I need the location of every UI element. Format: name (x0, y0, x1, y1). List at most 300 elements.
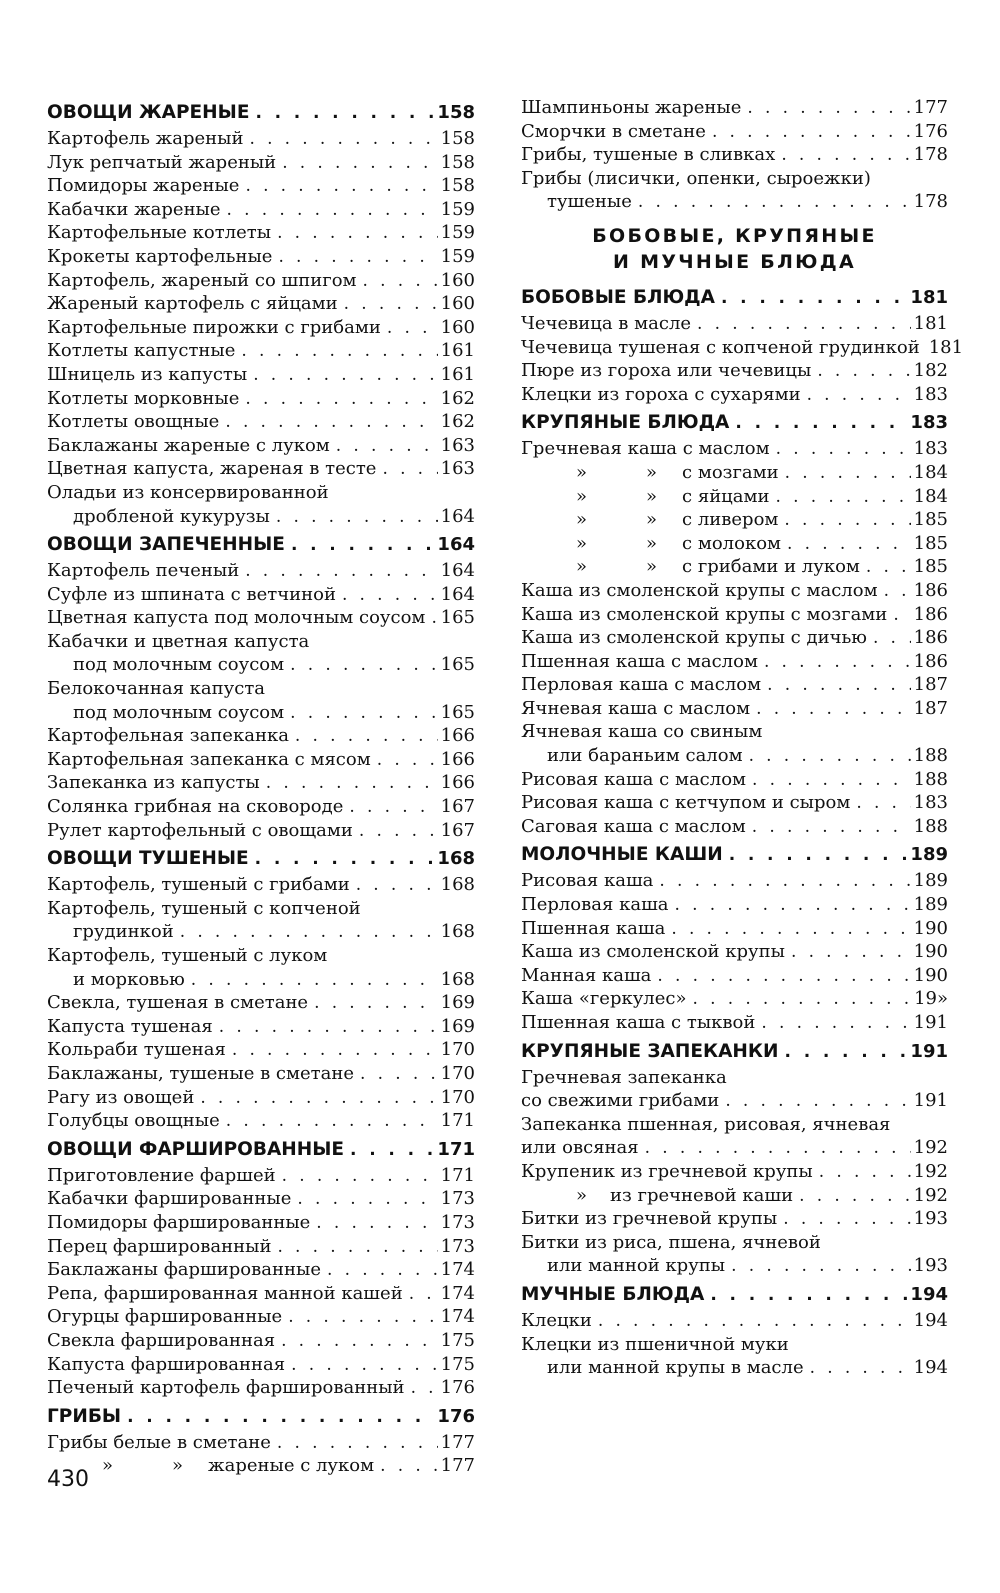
page-ref: 175 (440, 1353, 475, 1375)
page-ref: 162 (440, 387, 475, 409)
leader-dots (225, 411, 437, 435)
toc-entry (521, 673, 948, 697)
entry-title: Рисовая каша с маслом (521, 768, 747, 790)
leader-dots (276, 506, 438, 530)
toc-heading (521, 1037, 948, 1066)
page-ref: 166 (440, 772, 475, 794)
page-ref: 177 (440, 1431, 475, 1453)
page-ref: 165 (440, 701, 475, 723)
page-ref: 192 (913, 1184, 948, 1206)
toc-entry (521, 312, 948, 336)
toc-entry (521, 1207, 948, 1231)
entry-title: Шницель из капусты (47, 363, 248, 385)
leader-dots (127, 1403, 434, 1432)
entry-title: Солянка грибная на сковороде (47, 796, 344, 818)
entry-title: Рисовая каша с кетчупом и сыром (521, 792, 851, 814)
entry-title: Котлеты овощные (47, 411, 220, 433)
toc-entry (521, 987, 948, 1011)
page-ref: 178 (913, 191, 948, 213)
toc-entry (521, 1136, 948, 1160)
page-ref: 191 (910, 1040, 948, 1062)
toc-entry (47, 653, 475, 677)
entry-title: Рисовая каша (521, 870, 654, 892)
leader-dots (725, 1090, 910, 1114)
leader-dots (281, 1330, 438, 1354)
leader-dots (752, 769, 911, 793)
page-ref: 171 (440, 1110, 475, 1132)
entry-title: Крупеник из гречневой крупы (521, 1160, 813, 1182)
entry-title: Сморчки в сметане (521, 120, 706, 142)
page-ref: 181 (928, 336, 964, 358)
toc-entry (521, 869, 948, 893)
entry-title (521, 1184, 793, 1208)
entry-title: Картофельные котлеты (47, 222, 272, 244)
page-ref: 159 (440, 198, 475, 220)
entry-title: дробленой кукурузы (73, 505, 270, 527)
entry-text: с мозгами (682, 461, 779, 483)
toc-entry (47, 819, 475, 843)
page-ref: 190 (913, 964, 948, 986)
page-ref: 193 (913, 1255, 948, 1277)
entry-title: Перловая каша (521, 894, 669, 916)
entry-title: Пшенная каша с тыквой (521, 1012, 756, 1033)
leader-dots (245, 388, 437, 412)
toc-entry (47, 968, 475, 992)
page-ref: 176 (913, 120, 948, 142)
entry-title: ОВОЩИ ФАРШИРОВАННЫЕ (47, 1138, 345, 1160)
leader-dots (819, 1161, 911, 1185)
ditto-mark: » (172, 1455, 184, 1477)
leader-dots (291, 1354, 438, 1378)
entry-title: Пшенная каша с маслом (521, 650, 758, 672)
page-ref: 173 (440, 1235, 475, 1257)
entry-title: Запеканка из капусты (47, 772, 260, 794)
leader-dots (314, 992, 438, 1016)
leader-dots (380, 1455, 438, 1479)
toc-entry (47, 269, 475, 293)
toc-entry (47, 434, 475, 458)
leader-dots (278, 246, 437, 270)
toc-heading (521, 283, 948, 312)
page-ref: 186 (913, 627, 948, 649)
leader-dots (377, 749, 438, 773)
entry-title: Свекла, тушеная в сметане (47, 992, 309, 1014)
leader-dots (200, 1087, 437, 1111)
toc-entry (47, 174, 475, 198)
page-ref: 182 (913, 360, 948, 382)
entry-title: Картофель печеный (47, 560, 240, 582)
toc-entry (47, 630, 475, 654)
toc-right-column (521, 96, 964, 1380)
page-ref: 187 (913, 697, 948, 719)
page-ref: 161 (440, 340, 475, 362)
entry-title: Каша из смоленской крупы с мозгами (521, 603, 888, 625)
ditto-mark: » (576, 1184, 588, 1206)
leader-dots (255, 99, 434, 128)
entry-title: Огурцы фаршированные (47, 1306, 283, 1328)
leader-dots (807, 384, 911, 408)
leader-dots (241, 340, 437, 364)
entry-title: Битки из гречневой крупы (521, 1208, 778, 1230)
entry-title (521, 461, 779, 485)
toc-entry (47, 363, 475, 387)
entry-text: с ливером (682, 509, 779, 531)
page-ref: 165 (440, 607, 475, 629)
page-ref: 19» (914, 988, 948, 1010)
toc-entry (521, 485, 948, 509)
entry-title: Картофельные пирожки с грибами (47, 316, 381, 338)
ditto-mark: » (646, 509, 658, 531)
entry-title: Картофель, тушеный с копченой (47, 897, 361, 919)
toc-entry (521, 437, 948, 461)
entry-title (521, 555, 860, 579)
toc-entry (47, 221, 475, 245)
toc-entry (521, 917, 948, 941)
leader-dots (657, 965, 910, 989)
toc-entry (47, 1086, 475, 1110)
page-ref: 170 (440, 1086, 475, 1108)
entry-title: Голубцы овощные (47, 1110, 220, 1132)
entry-title: Клецки (521, 1309, 592, 1331)
page-ref: 159 (440, 222, 475, 244)
page-ref: 160 (440, 316, 475, 338)
entry-title: Оладьи из консервированной (47, 481, 329, 503)
leader-dots (336, 435, 438, 459)
leader-dots (411, 1377, 438, 1401)
toc-entry (521, 815, 948, 839)
page-ref: 183 (913, 438, 948, 460)
entry-title: Грибы (лисички, опенки, сыроежки) (521, 167, 871, 189)
page-ref: 163 (440, 434, 475, 456)
toc-entry (521, 555, 948, 579)
toc-entry (47, 1164, 475, 1188)
leader-dots (856, 792, 910, 816)
toc-entry (47, 559, 475, 583)
page-ref: 185 (913, 509, 948, 531)
page-ref: 174 (440, 1282, 475, 1304)
toc-entry (521, 1066, 948, 1090)
toc-entry (47, 1353, 475, 1377)
leader-dots (787, 533, 911, 557)
entry-title: Кабачки жареные (47, 198, 221, 220)
page-ref: 183 (913, 383, 948, 405)
entry-title: и морковью (73, 968, 185, 990)
leader-dots (227, 199, 438, 223)
toc-entry (521, 1011, 948, 1035)
entry-text: жареные с луком (208, 1455, 375, 1477)
leader-dots (359, 820, 438, 844)
leader-dots (266, 772, 438, 796)
toc-left-column (47, 96, 475, 1478)
page-ref: 186 (913, 603, 948, 625)
page-ref: 167 (440, 796, 475, 818)
entry-title: Котлеты морковные (47, 387, 240, 409)
entry-title: Кабачки и цветная капуста (47, 630, 310, 652)
entry-title: Пюре из гороха или чечевицы (521, 360, 812, 382)
page-ref: 191 (913, 1012, 948, 1033)
entry-title: Котлеты капустные (47, 340, 236, 362)
page-ref: 184 (913, 485, 948, 507)
entry-title: Саговая каша с маслом (521, 815, 746, 837)
leader-dots (316, 1212, 437, 1236)
page-ref: 183 (913, 792, 948, 814)
toc-entry (47, 1329, 475, 1353)
toc-entry (47, 339, 475, 363)
page-ref: 193 (913, 1208, 948, 1230)
leader-dots (761, 1012, 910, 1036)
toc-entry (47, 944, 475, 968)
toc-entry (521, 143, 948, 167)
toc-entry (521, 768, 948, 792)
entry-title: грудинкой (73, 921, 174, 943)
leader-dots (756, 698, 911, 722)
toc-entry (47, 410, 475, 434)
toc-entry (47, 1062, 475, 1086)
entry-title: или бараньим салом (547, 745, 743, 767)
entry-title (521, 532, 781, 556)
leader-dots (290, 702, 438, 726)
page-ref: 181 (910, 286, 948, 308)
page-ref: 185 (913, 556, 948, 578)
entry-title: Капуста тушеная (47, 1015, 213, 1037)
toc-entry (521, 1184, 948, 1208)
leader-dots (232, 1039, 438, 1063)
page-ref: 194 (913, 1357, 948, 1379)
page-ref: 164 (440, 560, 475, 582)
leader-dots (409, 1283, 438, 1307)
ditto-mark: » (646, 461, 658, 483)
toc-entry (521, 1160, 948, 1184)
toc-entry (47, 701, 475, 725)
page-ref: 174 (440, 1259, 475, 1281)
entry-title: тушеные (547, 191, 632, 213)
toc-entry (47, 1038, 475, 1062)
entry-title: Жареный картофель с яйцами (47, 293, 338, 315)
leader-dots (191, 969, 438, 993)
leader-dots (659, 870, 910, 894)
toc-entry (521, 940, 948, 964)
leader-dots (253, 364, 437, 388)
leader-dots (731, 1255, 911, 1279)
entry-title: Грибы белые в сметане (47, 1431, 271, 1453)
toc-entry (47, 292, 475, 316)
page-ref: 176 (437, 1405, 475, 1427)
toc-entry (47, 1109, 475, 1133)
page-ref: 189 (910, 844, 948, 866)
toc-entry (47, 771, 475, 795)
page-ref: 188 (913, 815, 948, 837)
toc-entry (521, 167, 948, 191)
leader-dots (712, 121, 911, 145)
page-ref: 177 (913, 97, 948, 118)
section-title-line: БОБОВЫЕ, КРУПЯНЫЕ (592, 224, 877, 247)
leader-dots (675, 894, 911, 918)
ditto-mark: » (102, 1455, 114, 1477)
entry-title: Баклажаны фаршированные (47, 1259, 321, 1281)
entry-title: Грибы, тушеные в сливках (521, 144, 776, 166)
toc-entry (521, 720, 948, 744)
page-ref: 171 (437, 1138, 475, 1160)
entry-title: или овсяная (521, 1137, 639, 1159)
leader-dots (767, 674, 910, 698)
page-ref: 166 (440, 748, 475, 770)
leader-dots (729, 841, 908, 870)
page-ref: 164 (440, 505, 475, 527)
entry-title: Запеканка пшенная, рисовая, ячневая (521, 1113, 891, 1135)
toc-entry (521, 744, 948, 768)
toc-entry (47, 481, 475, 505)
leader-dots (893, 604, 910, 628)
entry-title: ОВОЩИ ЖАРЕНЫЕ (47, 102, 250, 123)
entry-title: Ячневая каша со свиным (521, 721, 763, 743)
page-ref: 166 (440, 725, 475, 747)
page-ref: 178 (913, 144, 948, 166)
entry-title: КРУПЯНЫЕ ЗАПЕКАНКИ (521, 1040, 779, 1062)
toc-entry (521, 461, 948, 485)
page-ref: 190 (913, 917, 948, 939)
entry-title: Битки из риса, пшена, ячневой (521, 1231, 821, 1253)
entry-text: с молоком (682, 532, 782, 554)
leader-dots (638, 191, 911, 215)
leader-dots (721, 284, 907, 313)
toc-entry (47, 1454, 475, 1478)
toc-entry (47, 457, 475, 481)
ditto-mark: » (576, 461, 588, 483)
leader-dots (360, 1063, 438, 1087)
entry-title: Приготовление фаршей (47, 1164, 276, 1186)
entry-title: Свекла фаршированная (47, 1329, 276, 1351)
leader-dots (817, 360, 910, 384)
page-ref: 161 (440, 363, 475, 385)
entry-title: под молочным соусом (73, 654, 285, 676)
page-ref: 158 (440, 128, 475, 149)
entry-title: Картофель жареный (47, 128, 244, 149)
page-ref: 187 (913, 674, 948, 696)
toc-entry (47, 748, 475, 772)
toc-entry (47, 991, 475, 1015)
entry-title: Перец фаршированный (47, 1235, 272, 1257)
entry-title: ОВОЩИ ТУШЕНЫЕ (47, 848, 249, 870)
leader-dots (350, 1136, 434, 1165)
leader-dots (245, 175, 437, 199)
toc-heading (47, 1402, 475, 1431)
entry-title: Цветная капуста под молочным соусом (47, 607, 426, 629)
page-ref: 158 (437, 102, 475, 123)
page-ref: 164 (437, 534, 475, 556)
toc-entry (521, 1231, 948, 1255)
leader-dots (785, 1038, 908, 1067)
page-ref: 164 (440, 583, 475, 605)
leader-dots (776, 438, 911, 462)
entry-title: Кабачки фаршированные (47, 1188, 292, 1210)
entry-title: МУЧНЫЕ БЛЮДА (521, 1283, 705, 1305)
page-ref: 190 (913, 941, 948, 963)
toc-heading (521, 408, 948, 437)
leader-dots (344, 293, 438, 317)
toc-entry (521, 964, 948, 988)
toc-entry (521, 650, 948, 674)
entry-title: Манная каша (521, 964, 652, 986)
page-ref: 192 (913, 1137, 948, 1159)
entry-title: или манной крупы (547, 1255, 726, 1277)
toc-entry (47, 873, 475, 897)
entry-title: КРУПЯНЫЕ БЛЮДА (521, 412, 730, 434)
toc-entry (47, 897, 475, 921)
page-ref: 177 (440, 1455, 475, 1477)
leader-dots (884, 580, 911, 604)
entry-title: Репа, фаршированная манной кашей (47, 1282, 403, 1304)
entry-title (47, 1454, 374, 1478)
toc-entry (521, 383, 948, 407)
leader-dots (342, 584, 438, 608)
page-ref: 160 (440, 269, 475, 291)
toc-entry (47, 1187, 475, 1211)
page-ref: 174 (440, 1306, 475, 1328)
entry-title: Суфле из шпината с ветчиной (47, 583, 336, 605)
entry-title: Шампиньоны жареные (521, 97, 742, 118)
toc-entry (521, 96, 948, 120)
ditto-mark: » (646, 532, 658, 554)
toc-heading (47, 530, 475, 559)
page-ref: 159 (440, 245, 475, 267)
leader-dots (349, 796, 437, 820)
leader-dots (735, 409, 907, 438)
entry-text: с яйцами (682, 485, 770, 507)
toc-entry (47, 1015, 475, 1039)
page-ref: 194 (913, 1309, 948, 1331)
entry-title (521, 508, 778, 532)
ditto-mark: » (576, 509, 588, 531)
entry-title: Ячневая каша с маслом (521, 697, 751, 719)
page-ref: 181 (913, 312, 948, 334)
page-ref: 176 (440, 1377, 475, 1399)
entry-title: Помидоры фаршированные (47, 1211, 311, 1233)
toc-entry (47, 245, 475, 269)
toc-entry (521, 120, 948, 144)
toc-entry (521, 1356, 948, 1380)
toc-entry (521, 508, 948, 532)
page-ref: 186 (913, 650, 948, 672)
leader-dots (431, 607, 437, 631)
entry-title: Каша «геркулес» (521, 988, 687, 1010)
entry-title: Белокочанная капуста (47, 678, 266, 700)
entry-title: Чечевица тушеная с копченой грудинкой (521, 336, 920, 358)
page-ref: 163 (440, 458, 475, 480)
entry-title: Картофель, жареный со шпигом (47, 269, 357, 291)
entry-title: Гречневая каша с маслом (521, 438, 770, 460)
entry-text: с грибами и луком (682, 556, 860, 578)
toc-entry (47, 583, 475, 607)
leader-dots (327, 1259, 438, 1283)
page-ref: 158 (440, 151, 475, 173)
entry-title: Цветная капуста, жареная в тесте (47, 458, 377, 480)
page-ref: 168 (440, 874, 475, 896)
entry-title: Гречневая запеканка (521, 1066, 727, 1088)
ditto-mark: » (646, 556, 658, 578)
page-ref: 194 (910, 1283, 948, 1305)
toc-heading (521, 840, 948, 869)
toc-entry (47, 1282, 475, 1306)
entry-title: Каша из смоленской крупы (521, 941, 785, 963)
entry-title: Кольраби тушеная (47, 1039, 226, 1061)
page-ref: 169 (440, 1015, 475, 1037)
page-ref: 168 (440, 968, 475, 990)
toc-entry (47, 1305, 475, 1329)
entry-title: Лук репчатый жареный (47, 151, 277, 173)
leader-dots (255, 845, 435, 874)
leader-dots (297, 1188, 437, 1212)
toc-entry (47, 505, 475, 529)
